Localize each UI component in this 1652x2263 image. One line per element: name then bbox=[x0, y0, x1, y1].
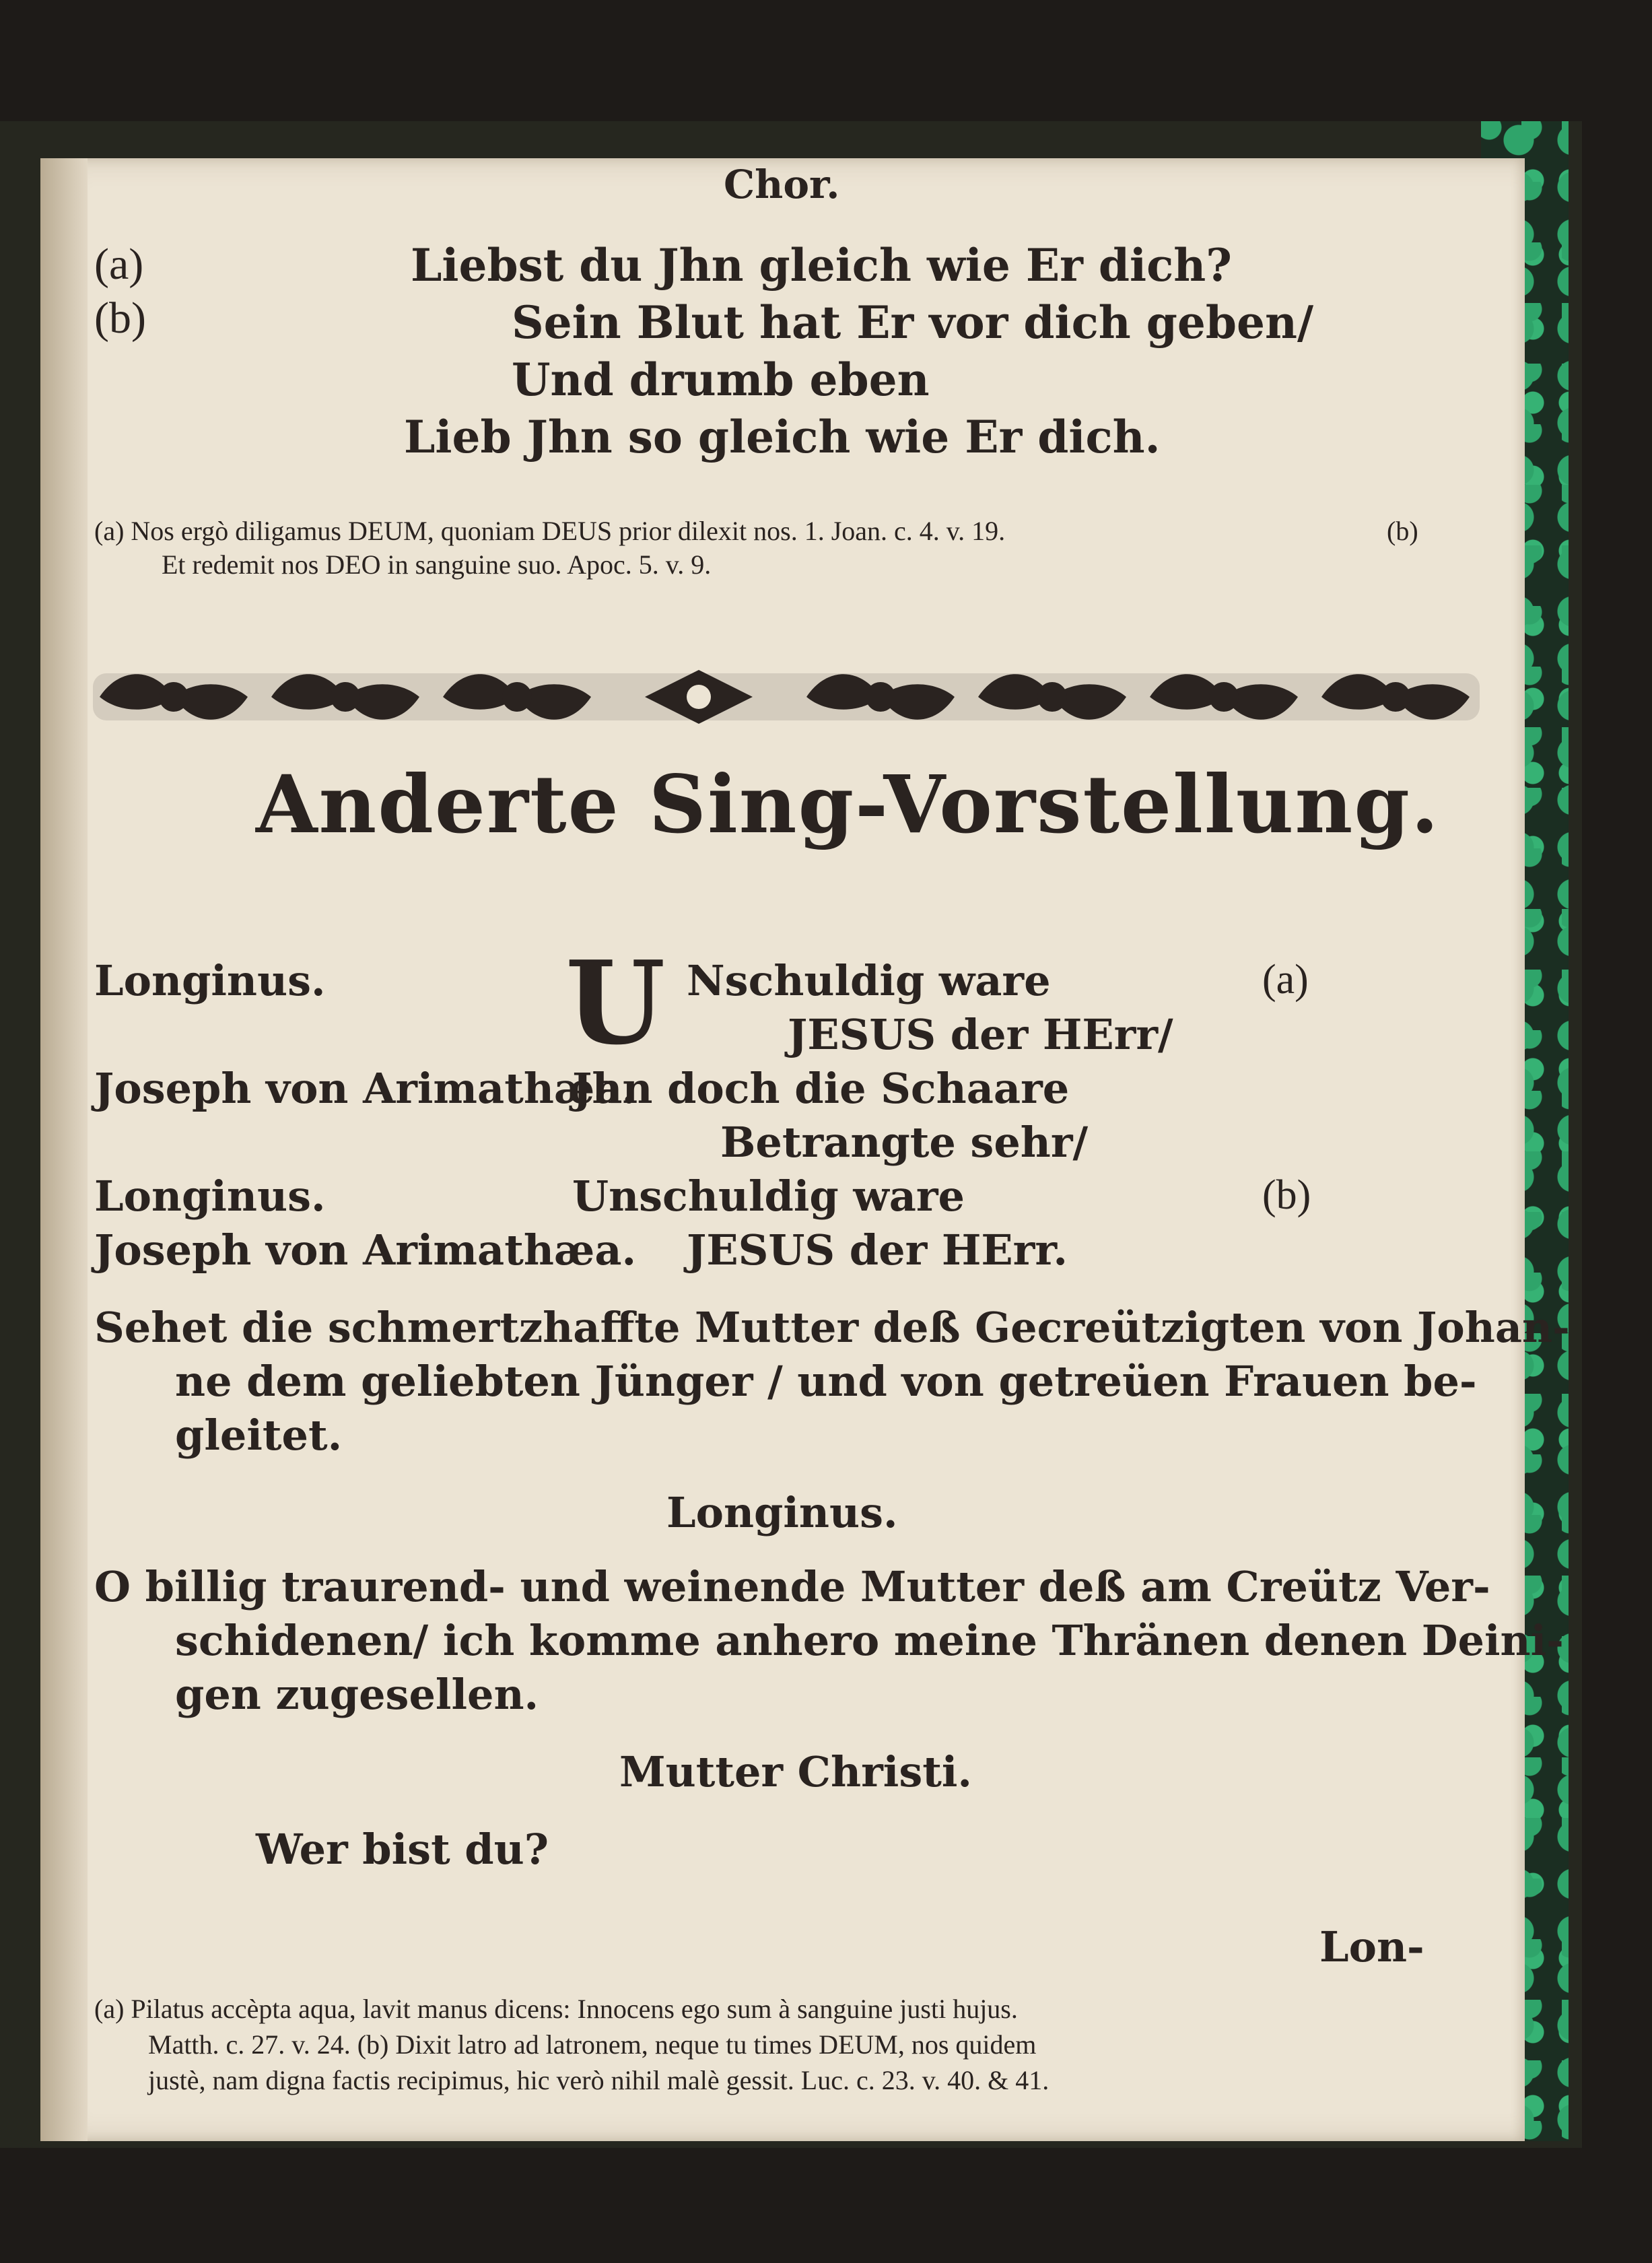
dialogue-line-3: Jhn doch die Schaare bbox=[572, 1064, 1070, 1113]
dialogue-line-4: Betrangte sehr/ bbox=[720, 1118, 1089, 1167]
stage-direction-line-1: Sehet die schmertzhaffte Mutter deß Gecreützigten von Johan- bbox=[94, 1303, 1570, 1352]
speaker-joseph-1: Joseph von Arimathæa. bbox=[94, 1064, 637, 1113]
dialogue-line-6: JESUS der HErr. bbox=[687, 1225, 1068, 1275]
speaker-heading-longinus: Longinus. bbox=[666, 1488, 898, 1537]
book-page bbox=[40, 158, 1570, 2141]
stage-direction-line-3: gleitet. bbox=[175, 1411, 343, 1460]
page-gutter bbox=[40, 158, 88, 2141]
longinus-speech-line-3: gen zugesellen. bbox=[175, 1670, 539, 1719]
heading-chor: Chor. bbox=[724, 162, 840, 207]
footnote-top-line-1: (a) Nos ergò diligamus DEUM, quoniam DEUS prior dilexit nos. 1. Joan. c. 4. v. 19. bbox=[94, 516, 1006, 546]
verse-line-1: Liebst du Jhn gleich wie Er dich? bbox=[411, 239, 1232, 292]
dialogue-line-2: JESUS der HErr/ bbox=[788, 1010, 1173, 1059]
longinus-speech-line-1: O billig traurend- und weinende Mutter deß am Creütz Ver- bbox=[94, 1562, 1490, 1611]
verse-line-3: Und drumb eben bbox=[512, 353, 930, 406]
dialogue-line-5: Unschuldig ware bbox=[572, 1172, 965, 1221]
catchword: Lon- bbox=[1319, 1922, 1424, 1971]
dropcap-letter: U bbox=[565, 936, 666, 1071]
verse-line-2: Sein Blut hat Er vor dich geben/ bbox=[512, 296, 1314, 349]
verse-mark-b: (b) bbox=[94, 294, 146, 343]
speaker-heading-mutter: Mutter Christi. bbox=[619, 1747, 973, 1796]
mutter-speech: Wer bist du? bbox=[256, 1825, 549, 1874]
footnote-bottom-line-3: justè, nam digna factis recipimus, hic verò nihil malè gessit. Luc. c. 23. v. 40. & 41. bbox=[148, 2065, 1049, 2095]
footnote-bottom-line-2: Matth. c. 27. v. 24. (b) Dixit latro ad latronem, neque tu times DEUM, nos quidem bbox=[148, 2029, 1037, 2060]
ornament-band bbox=[93, 660, 1480, 734]
footnote-bottom-line-1: (a) Pilatus accèpta aqua, lavit manus dicens: Innocens ego sum à sanguine justi hujus. bbox=[94, 1994, 1018, 2024]
verse-line-4: Lieb Jhn so gleich wie Er dich. bbox=[404, 411, 1161, 463]
speaker-longinus-1: Longinus. bbox=[94, 956, 326, 1005]
dialogue-mark-b: (b) bbox=[1262, 1172, 1311, 1218]
stage-direction-line-2: ne dem geliebten Jünger / und von getreüen Frauen be- bbox=[175, 1357, 1477, 1406]
dialogue-mark-a: (a) bbox=[1262, 957, 1309, 1003]
verse-mark-a: (a) bbox=[94, 240, 144, 289]
dialogue-line-1: Nschuldig ware bbox=[687, 956, 1051, 1005]
speaker-joseph-2: Joseph von Arimathæa. bbox=[94, 1225, 637, 1275]
speaker-longinus-2: Longinus. bbox=[94, 1172, 326, 1221]
longinus-speech-line-2: schidenen/ ich komme anhero meine Thränen denen Deini- bbox=[175, 1616, 1564, 1665]
footnote-top-line-2: Et redemit nos DEO in sanguine suo. Apoc. 5. v. 9. bbox=[162, 549, 712, 580]
section-title: Anderte Sing-Vorstellung. bbox=[256, 757, 1440, 851]
footnote-top-mark-b: (b) bbox=[1387, 516, 1418, 546]
